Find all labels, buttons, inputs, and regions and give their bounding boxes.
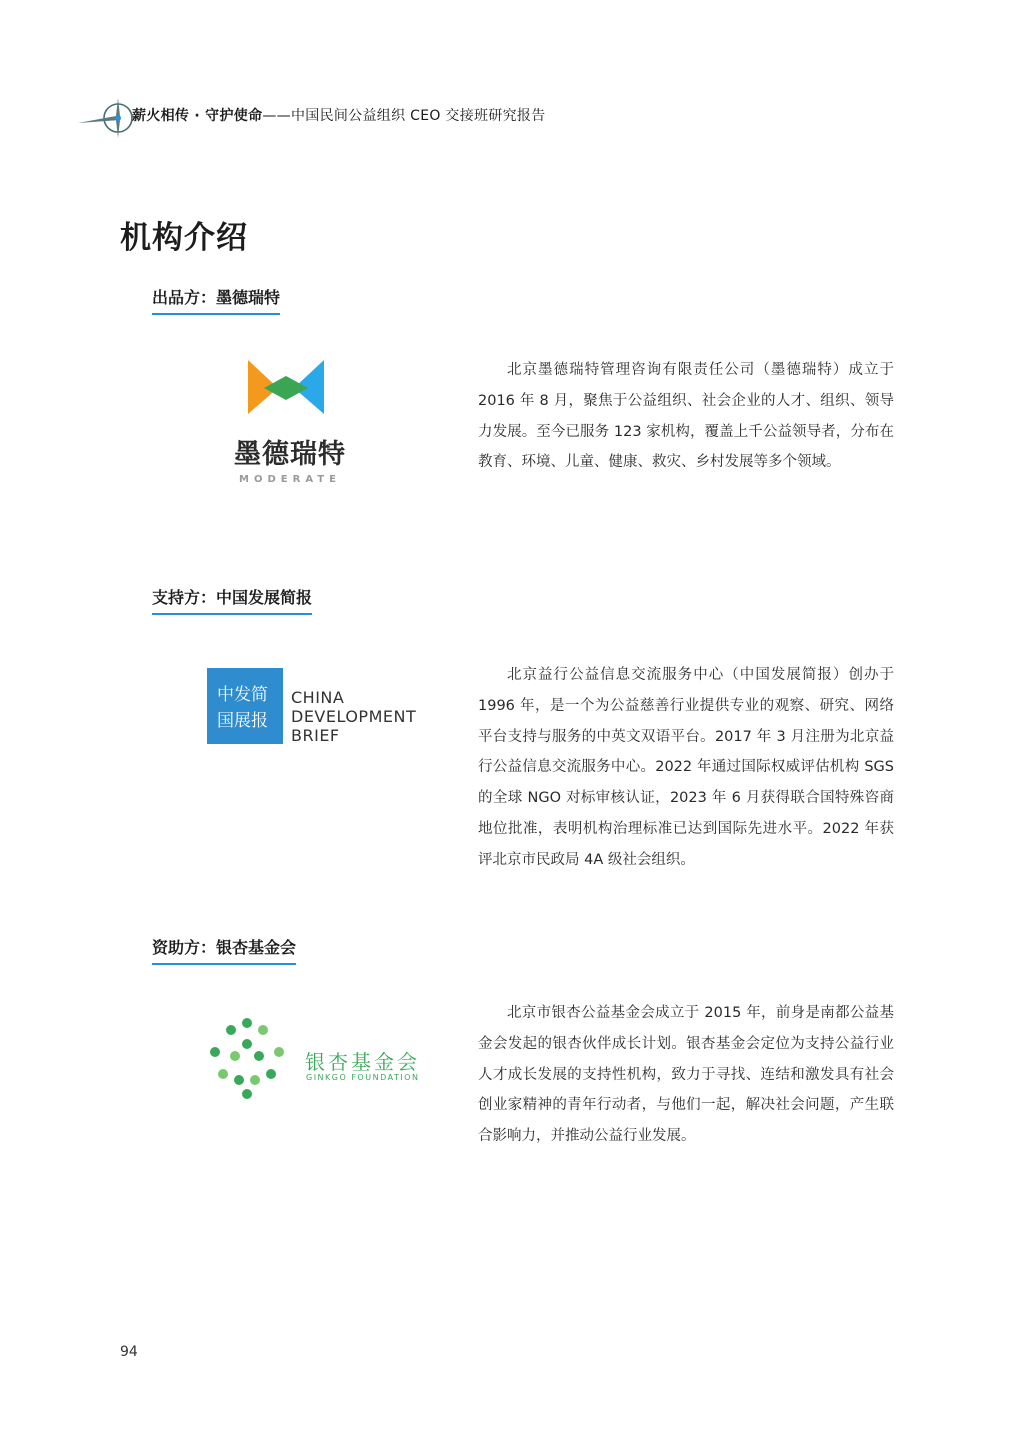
header-title-main: 薪火相传 · 守护使命 (132, 108, 263, 124)
moderate-mark-icon (220, 356, 360, 426)
moderate-logo-cn: 墨德瑞特 (234, 439, 346, 470)
section-label-funder: 资助方：银杏基金会 (152, 935, 296, 965)
cdb-logo-en-line2: DEVELOPMENT (291, 707, 417, 726)
header-title-sub: ——中国民间公益组织 CEO 交接班研究报告 (262, 108, 546, 124)
funder-description: 北京市银杏公益基金会成立于 2015 年，前身是南都公益基金会发起的银杏伙伴成长计划。银杏基金会定位为支持公益行业人才成长发展的支持性机构，致力于寻找、连结和激发具有社会创业家精神的青年行动者，与他们一起，解决社会问题，产生联合影响力，并推动公益行业发展。 (478, 1005, 894, 1145)
page-number: 94 (120, 1344, 138, 1360)
header-title (132, 105, 546, 125)
section-label-producer: 出品方：墨德瑞特 (152, 285, 280, 315)
page-title: 机构介绍 (120, 220, 248, 256)
supporter-description: 北京益行公益信息交流服务中心（中国发展简报）创办于 1996 年，是一个为公益慈善行业提供专业的观察、研究、网络平台支持与服务的中英文双语平台。2017 年 3 月注册为北京益行公益信息交流服务中心。2022 年通过国际权威评估机构 SGS 的全球 NGO 对标审核认证，2023 年 6 月获得联合国特殊咨商地位批准，表明机构治理标准已达到国际先进水平。2022 年获评北京市民政局 4A 级社会组织。 (478, 667, 894, 868)
ginkgo-logo-cn: 银杏基金会 (305, 1050, 420, 1074)
cdb-logo-cn-line2: 国展报 (217, 711, 268, 731)
producer-description: 北京墨德瑞特管理咨询有限责任公司（墨德瑞特）成立于 2016 年 8 月，聚焦于公益组织、社会企业的人才、组织、领导力发展。至今已服务 123 家机构，覆盖上千公益领导者，分布在教育、环境、儿童、健康、救灾、乡村发展等多个领域。 (478, 362, 894, 471)
cdb-logo (207, 668, 427, 748)
moderate-logo (220, 356, 360, 496)
cdb-logo-en-line1: CHINA (291, 688, 345, 707)
running-header (76, 92, 596, 148)
section-label-supporter: 支持方：中国发展简报 (152, 585, 312, 615)
cdb-logo-box (207, 668, 283, 744)
ginkgo-leaf-icon (207, 1016, 297, 1102)
cdb-logo-en-line3: BRIEF (291, 726, 340, 745)
ginkgo-logo-en: GINKGO FOUNDATION (306, 1073, 420, 1082)
cdb-logo-cn-line1: 中发简 (217, 685, 268, 705)
ginkgo-logo (207, 1016, 427, 1102)
moderate-logo-en: MODERATE (239, 474, 341, 485)
compass-icon (76, 92, 136, 148)
